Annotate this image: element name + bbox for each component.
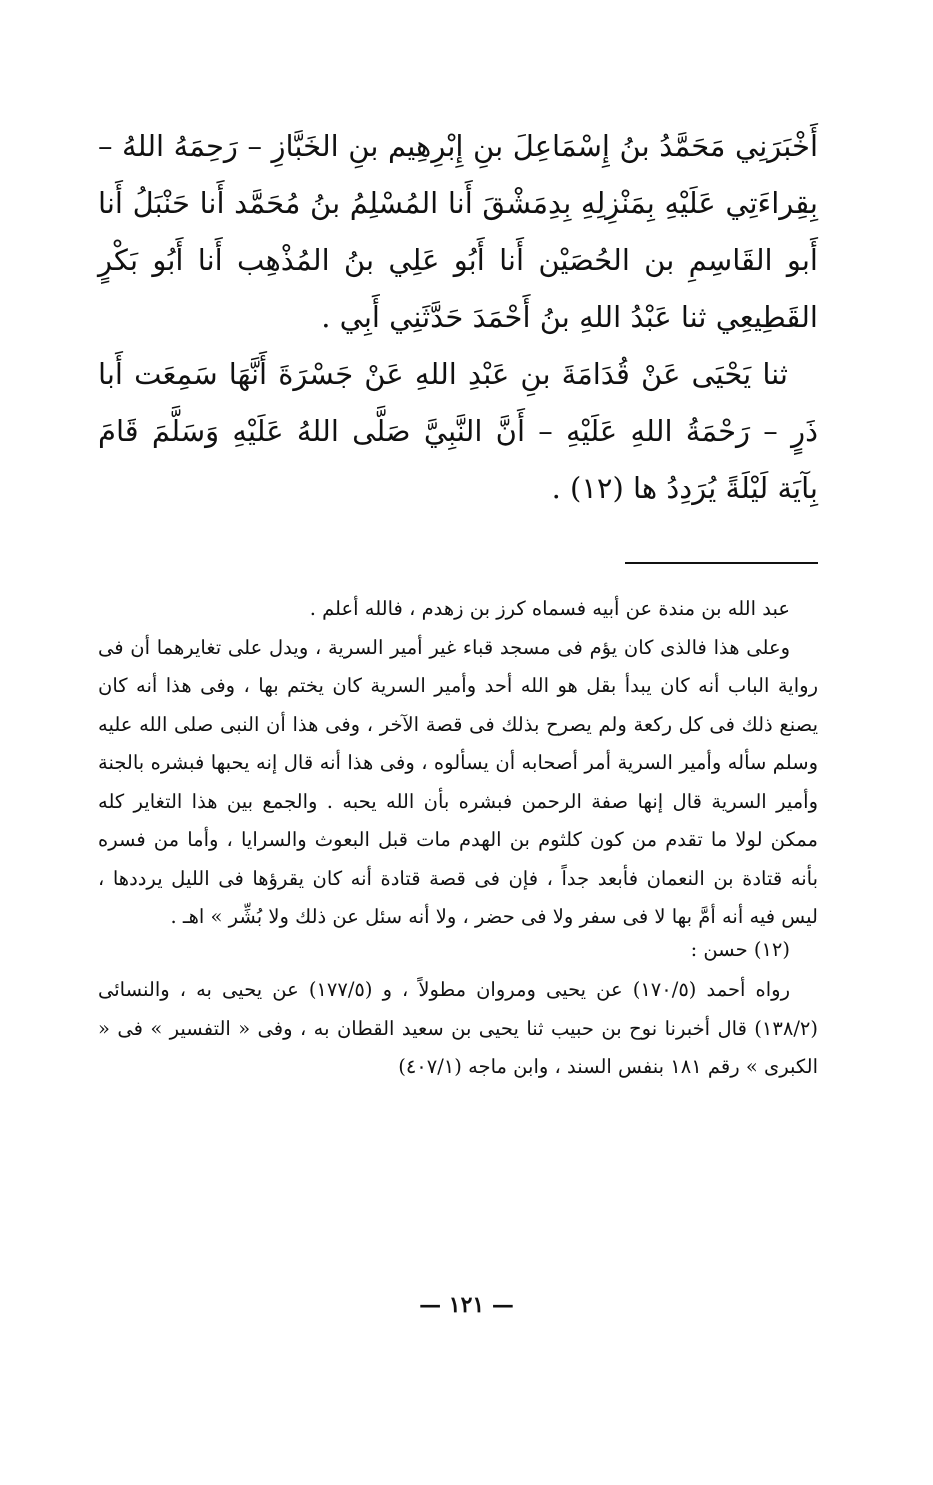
footnote-heading: (١٢) حسن : — [690, 937, 790, 961]
main-paragraph-hadith: ثنا يَحْيَى عَنْ قُدَامَةَ بنِ عَبْدِ اللهِ عَنْ جَسْرَةَ أَنَّهَا سَمِعَت أَبا ذَرٍ – رَحْمَةُ اللهِ عَلَيْهِ – أَنَّ النَّبِيَّ صَلَّى اللهُ عَلَيْهِ وَسَلَّمَ قَامَ بِآيَة لَيْلَةً يُرَدِدُ ها (١٢) . — [98, 357, 818, 505]
main-text — [98, 118, 818, 517]
footnote-divider — [625, 562, 818, 564]
page-number: — ١٢١ — — [419, 1292, 514, 1318]
footnote-line-continuation: عبد الله بن مندة عن أبيه فسماه كرز بن زهدم ، فالله أعلم . — [309, 597, 790, 620]
footnote-paragraph-commentary: وعلى هذا فالذى كان يؤم فى مسجد قباء غير أمير السرية ، ويدل على تغايرهما أن فى رواية الباب أنه كان يبدأ بقل هو الله أحد وأمير السرية كان يختم بها ، وفى هذا أنه كان يصنع ذلك فى كل ركعة ولم يصرح بذلك فى قصة الآخر ، وفى هذا أن النبى صلى الله عليه وسلم سأله وأمير السرية أمر أصحابه أن يسألوه ، وفى هذا أنه قال إنه يحبها فبشره بالجنة وأمير السرية قال إنها صفة الرحمن فبشره بأن الله يحبه . والجمع بين هذا التغاير كله ممكن لولا ما تقدم من كون كلثوم بن الهدم مات قبل البعوث والسرايا ، وأما من فسره بأنه قتادة بن النعمان فأبعد جداً ، فإن فى قصة قتادة أنه كان يقرؤها فى الليل يرددها ، ليس فيه أنه أمَّ بها لا فى سفر ولا فى حضر ، ولا أنه سئل عن ذلك ولا بُشِّر » اهـ . — [98, 635, 818, 928]
footnotes — [98, 590, 818, 1087]
footnote-paragraph-references: رواه أحمد (١٧٠/٥) عن يحيى ومروان مطولاً ، و (١٧٧/٥) عن يحيى به ، والنسائى (١٣٨/٢) قال أخبرنا نوح بن حبيب ثنا يحيى بن سعيد القطان به ، وفى « التفسير » فى « الكبرى » رقم ١٨١ بنفس السند ، وابن ماجه (٤٠٧/١) — [98, 978, 818, 1078]
main-paragraph-isnad: أَخْبَرَنِي مَحَمَّدُ بنُ إِسْمَاعِلَ بنِ إِبْرِهِيم بنِ الخَبَّازِ – رَحِمَهُ اللهُ – بِقِراءَتِي عَلَيْهِ بِمَنْزِلِهِ بِدِمَشْقَ أَنا المُسْلِمُ بنُ مُحَمَّد أَنا حَنْبَلُ أَنا أَبو القَاسِمِ بن الحُصَيْن أَنا أَبُو عَلِي بنُ المُذْهِب أَنا أَبُو بَكْرٍ القَطِيعِي ثنا عَبْدُ اللهِ بنُ أَحْمَدَ حَدَّثَنِي أَبِي . — [98, 129, 818, 334]
